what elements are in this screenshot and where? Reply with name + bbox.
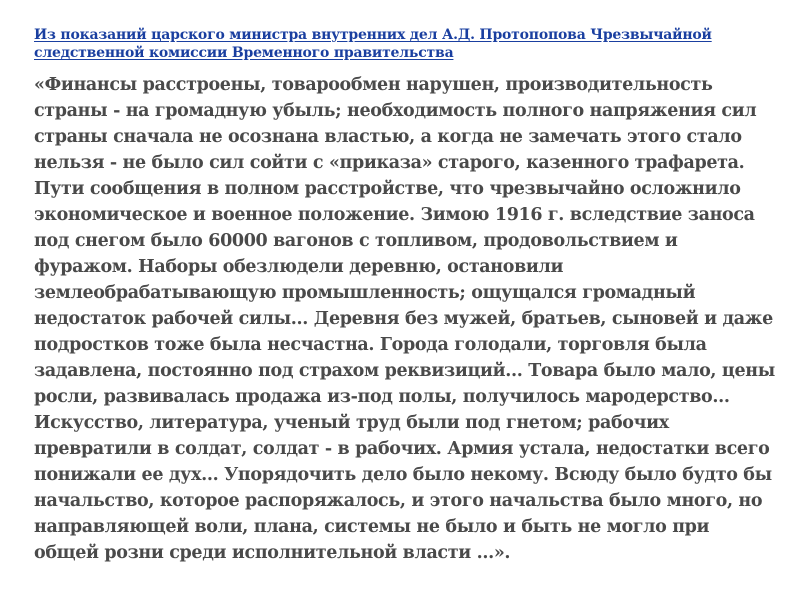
quote-paragraph: «Финансы расстроены, товарообмен нарушен, производительность страны - на громадную убыль; необходимость полного напряжения сил страны сначала не осознана властью, а когда не замечать этого стало нельзя - не было сил сойти с «приказа» старого, казенного трафарета. Пути сообщения в полном расстройстве, что чрезвычайно осложнило экономическое и военное положение. Зимою 1916 г. вследствие заноса под снегом было 60000 вагонов с топливом, продовольствием и фуражом. Наборы обезлюдели деревню, остановили землеобрабатывающую промышленность; ощущался громадный недостаток рабочей силы... Деревня без мужей, братьев, сыновей и даже подростков тоже была несчастна. Города голодали, торговля была задавлена, постоянно под страхом реквизиций... Товара было мало, цены росли, развивалась продажа из-под полы, получилось мародерство... Искусство, литература, ученый труд были под гнетом; рабочих превратили в солдат, солдат - в рабочих. Армия устала, недостатки всего понижали ее дух... Упорядочить дело было некому. Всюду было будто бы начальство, которое распоряжалось, и этого начальства было много, но направляющей воли, плана, системы не было и быть не могло при общей розни среди исполнительной власти ...». xyxy=(34,75,775,563)
source-heading-link[interactable]: Из показаний царского министра внутренних дел А.Д. Протопопова Чрезвычайной следственной комиссии Временного правительства xyxy=(34,27,712,61)
